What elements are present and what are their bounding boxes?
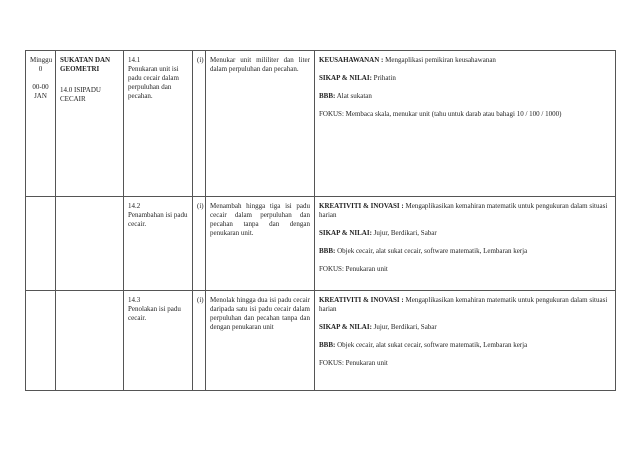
- note-line: [319, 296, 611, 314]
- title-cell: [56, 197, 124, 291]
- table-row: [26, 51, 616, 197]
- note-line: [319, 202, 611, 220]
- week-cell: [26, 291, 56, 391]
- standard-cell: [124, 291, 193, 391]
- standard-text: Penukaran unit isi padu cecair dalam perpuluhan dan pecahan.: [128, 65, 179, 100]
- note-label: BBB:: [319, 92, 336, 100]
- objective-text: Menolak hingga dua isi padu cecair daripada satu isi padu cecair dalam perpuluhan dan pecahan tanpa dan dengan penukaran unit: [210, 296, 310, 331]
- note-line: [319, 323, 611, 332]
- note-label: KREATIVITI & INOVASI :: [319, 202, 404, 210]
- objective-text: Menukar unit mililiter dan liter dalam perpuluhan dan pecahan.: [210, 56, 310, 73]
- table-row: [26, 197, 616, 291]
- standard-code: 14.3: [128, 296, 141, 304]
- notes-cell: [315, 197, 616, 291]
- standard-text: Penambahan isi padu cecair.: [128, 211, 188, 228]
- note-label: KEUSAHAWANAN :: [319, 56, 384, 64]
- note-text: Alat sukatan: [336, 92, 372, 100]
- week-cell: [26, 197, 56, 291]
- objective-number: (i): [197, 56, 204, 64]
- note-label: KREATIVITI & INOVASI :: [319, 296, 404, 304]
- standard-code: 14.2: [128, 202, 141, 210]
- note-text: FOKUS: Penukaran unit: [319, 265, 388, 273]
- note-line: [319, 265, 611, 274]
- week-number: 0: [38, 65, 43, 73]
- note-label: SIKAP & NILAI:: [319, 229, 372, 237]
- note-line: [319, 74, 611, 83]
- standard-code: 14.1: [128, 56, 141, 64]
- note-line: [319, 359, 611, 368]
- note-text: Jujur, Berdikari, Sabar: [373, 323, 437, 331]
- topic-title: SUKATAN DAN GEOMETRI: [60, 56, 111, 73]
- note-text: Mengaplikasikan kemahiran matematik untuk pengukuran dalam situasi harian: [319, 202, 608, 219]
- note-text: Prihatin: [373, 74, 396, 82]
- notes-cell: [315, 51, 616, 197]
- standard-text: Penolakan isi padu cecair.: [128, 305, 181, 322]
- note-text: Jujur, Berdikari, Sabar: [373, 229, 437, 237]
- note-text: Objek cecair, alat sukat cecair, software matematik, Lembaran kerja: [337, 247, 528, 255]
- objective-text: Menambah hingga tiga isi padu cecair dalam perpuluhan dan pecahan tanpa dan dengan penukaran unit.: [210, 202, 310, 237]
- objective-cell: [206, 51, 315, 197]
- objective-number-cell: [193, 197, 206, 291]
- note-text: Mengaplikasi pemikiran keusahawanan: [385, 56, 496, 64]
- standard-cell: [124, 51, 193, 197]
- note-text: FOKUS: Membaca skala, menukar unit (tahu untuk darab atau bahagi 10 / 100 / 1000): [319, 110, 562, 118]
- standard-cell: [124, 197, 193, 291]
- title-cell: [56, 51, 124, 197]
- week-label: Minggu: [30, 56, 53, 64]
- objective-number-cell: [193, 51, 206, 197]
- note-label: SIKAP & NILAI:: [319, 74, 372, 82]
- note-label: BBB:: [319, 341, 336, 349]
- week-dates: 00-00: [32, 83, 49, 91]
- note-text: FOKUS: Penukaran unit: [319, 359, 388, 367]
- objective-number: (i): [197, 202, 204, 210]
- lesson-plan-table: [25, 50, 616, 391]
- note-text: Mengaplikasikan kemahiran matematik untuk pengukuran dalam situasi harian: [319, 296, 608, 313]
- note-line: [319, 110, 611, 119]
- week-cell: [26, 51, 56, 197]
- note-line: [319, 341, 611, 350]
- objective-cell: [206, 197, 315, 291]
- note-line: [319, 247, 611, 256]
- objective-number-cell: [193, 291, 206, 391]
- title-cell: [56, 291, 124, 391]
- note-line: [319, 56, 611, 65]
- week-month: JAN: [34, 92, 47, 100]
- unit-title: 14.0 ISIPADU CECAIR: [60, 86, 101, 103]
- objective-cell: [206, 291, 315, 391]
- notes-cell: [315, 291, 616, 391]
- note-label: BBB:: [319, 247, 336, 255]
- objective-number: (i): [197, 296, 204, 304]
- note-line: [319, 229, 611, 238]
- note-line: [319, 92, 611, 101]
- table-row: [26, 291, 616, 391]
- note-text: Objek cecair, alat sukat cecair, software matematik, Lembaran kerja: [337, 341, 528, 349]
- note-label: SIKAP & NILAI:: [319, 323, 372, 331]
